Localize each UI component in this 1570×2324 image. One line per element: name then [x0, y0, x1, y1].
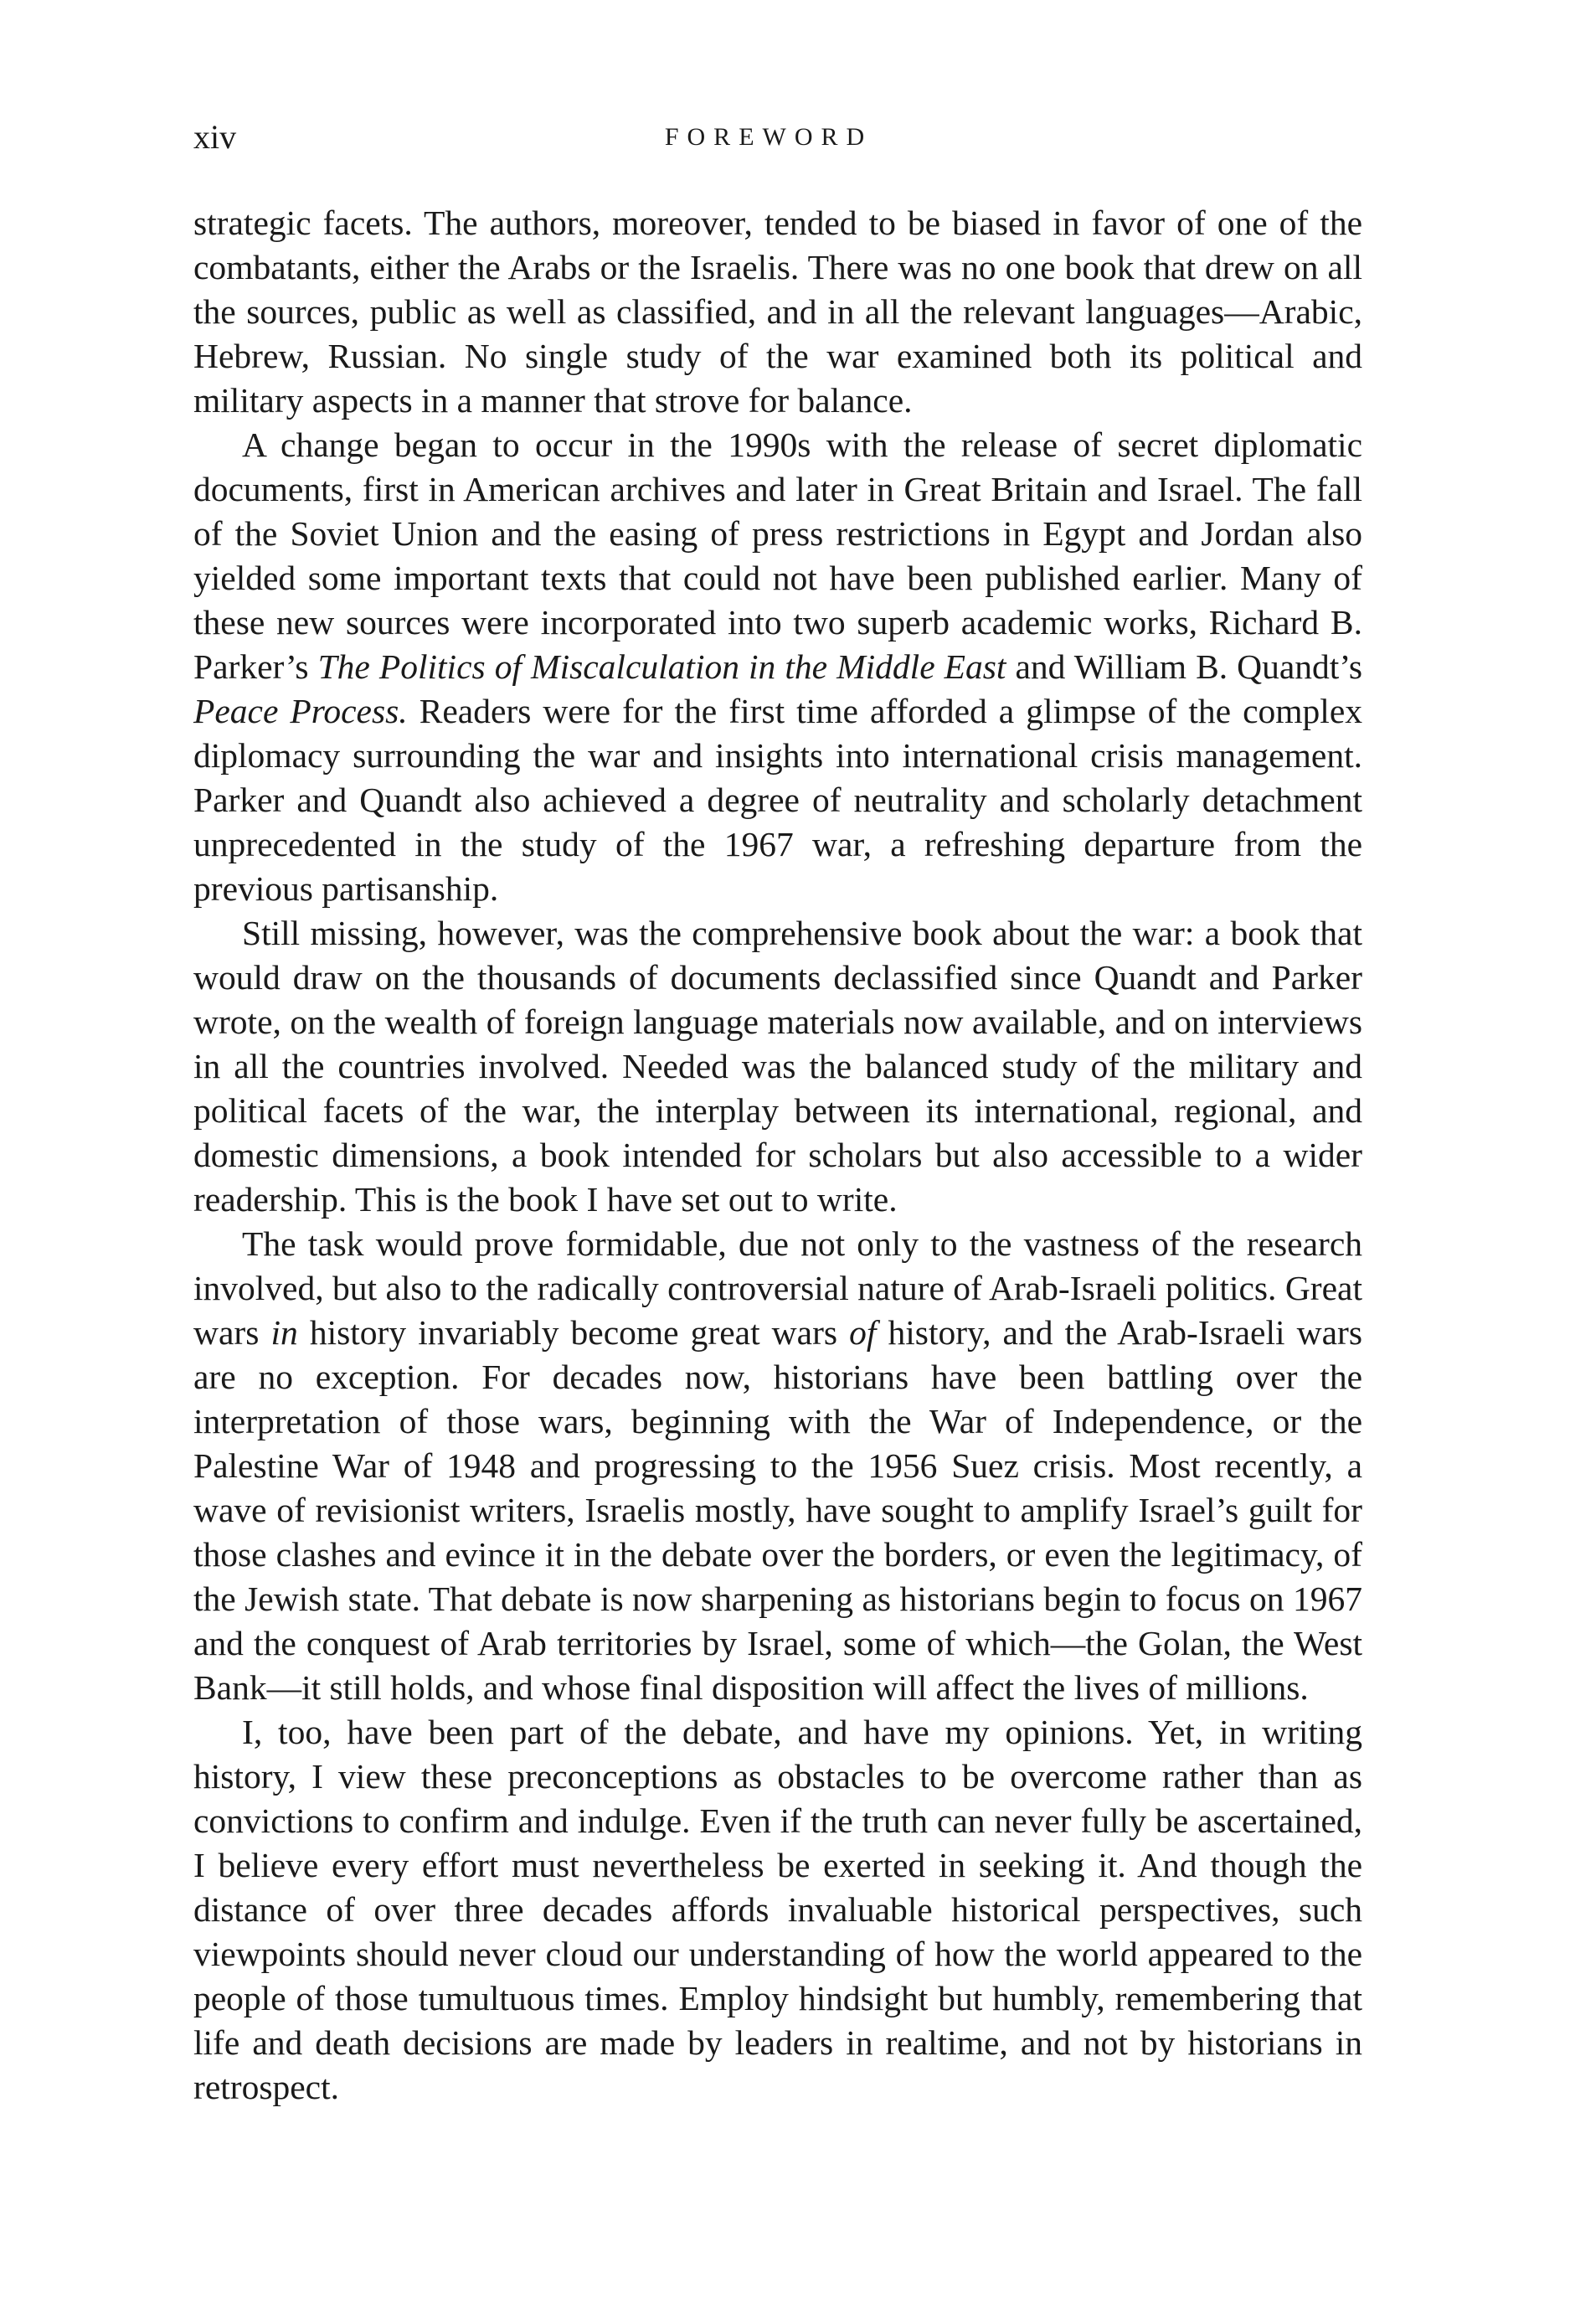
italic-emphasis: of [849, 1313, 877, 1352]
italic-emphasis: in [270, 1313, 298, 1352]
italic-title: Peace Process. [193, 692, 408, 730]
running-head [193, 117, 1344, 157]
paragraph [193, 423, 1362, 911]
paragraph [193, 201, 1362, 423]
text-run: history, and the Arab-Israeli wars are no exception. For decades now, historians have been battling over the interpretation of those wars, beginning with the War of Independence, or the Palestine War of 1948 and progressing to the 1956 Suez crisis. Most recently, a wave of revisionist writers, Israelis mostly, have sought to amplify Israel’s guilt for those clashes and evince it in the debate over the borders, or even the legitimacy, of the Jewish state. That debate is now sharpening as historians begin to focus on 1967 and the conquest of Arab territories by Israel, some of which—the Golan, the West Bank—it still holds, and whose final disposition will affect the lives of millions. [193, 1313, 1362, 1707]
paragraph [193, 911, 1362, 1222]
text-run: Readers were for the first time afforded a glimpse of the complex diplomacy surrounding the war and insights into international crisis management. Parker and Quandt also achieved a degree of neutrality and scholarly detachment unprecedented in the study of the 1967 war, a refreshing departure from the previous partisanship. [193, 692, 1362, 908]
body-text [193, 201, 1362, 2110]
running-title: FOREWORD [664, 123, 873, 151]
paragraph [193, 1710, 1362, 2110]
text-run: Still missing, however, was the comprehensive book about the war: a book that would draw on the thousands of documents declassified since Quandt and Parker wrote, on the wealth of foreign language materials now available, and on interviews in all the countries involved. Needed was the balanced study of the military and political facets of the war, the interplay between its international, regional, and domestic dimensions, a book intended for scholars but also accessible to a wider readership. This is the book I have set out to write. [193, 914, 1362, 1219]
text-run: history invariably become great wars [297, 1313, 850, 1352]
text-run: strategic facets. The authors, moreover, tended to be biased in favor of one of the combatants, either the Arabs or the Israelis. There was no one book that drew on all the sources, public as well as classified, and in all the relevant languages—Arabic, Hebrew, Russian. No single study of the war examined both its political and military aspects in a manner that strove for balance. [193, 204, 1362, 420]
paragraph [193, 1222, 1362, 1710]
page-number: xiv [193, 118, 237, 156]
italic-title: The Politics of Miscalculation in the Middle East [317, 647, 1006, 686]
text-run: The task would prove formidable, due not only to the vastness of the research involved, but also to the radically controversial nature of Arab-Israeli politics. Great wars [193, 1224, 1362, 1352]
text-run: A change began to occur in the 1990s with the release of secret diplomatic documents, first in American archives and later in Great Britain and Israel. The fall of the Soviet Union and the easing of press restrictions in Egypt and Jordan also yielded some important texts that could not have been published earlier. Many of these new sources were incorporated into two superb academic works, Richard B. Parker’s [193, 425, 1362, 686]
text-run: and William B. Quandt’s [1006, 647, 1363, 686]
text-run: I, too, have been part of the debate, and have my opinions. Yet, in writing history, I view these preconceptions as obstacles to be overcome rather than as convictions to confirm and indulge. Even if the truth can never fully be ascertained, I believe every effort must nevertheless be exerted in seeking it. And though the distance of over three decades affords invaluable historical perspectives, such viewpoints should never cloud our understanding of how the world appeared to the people of those tumultuous times. Employ hindsight but humbly, remembering that life and death decisions are made by leaders in realtime, and not by historians in retrospect. [193, 1713, 1362, 2106]
